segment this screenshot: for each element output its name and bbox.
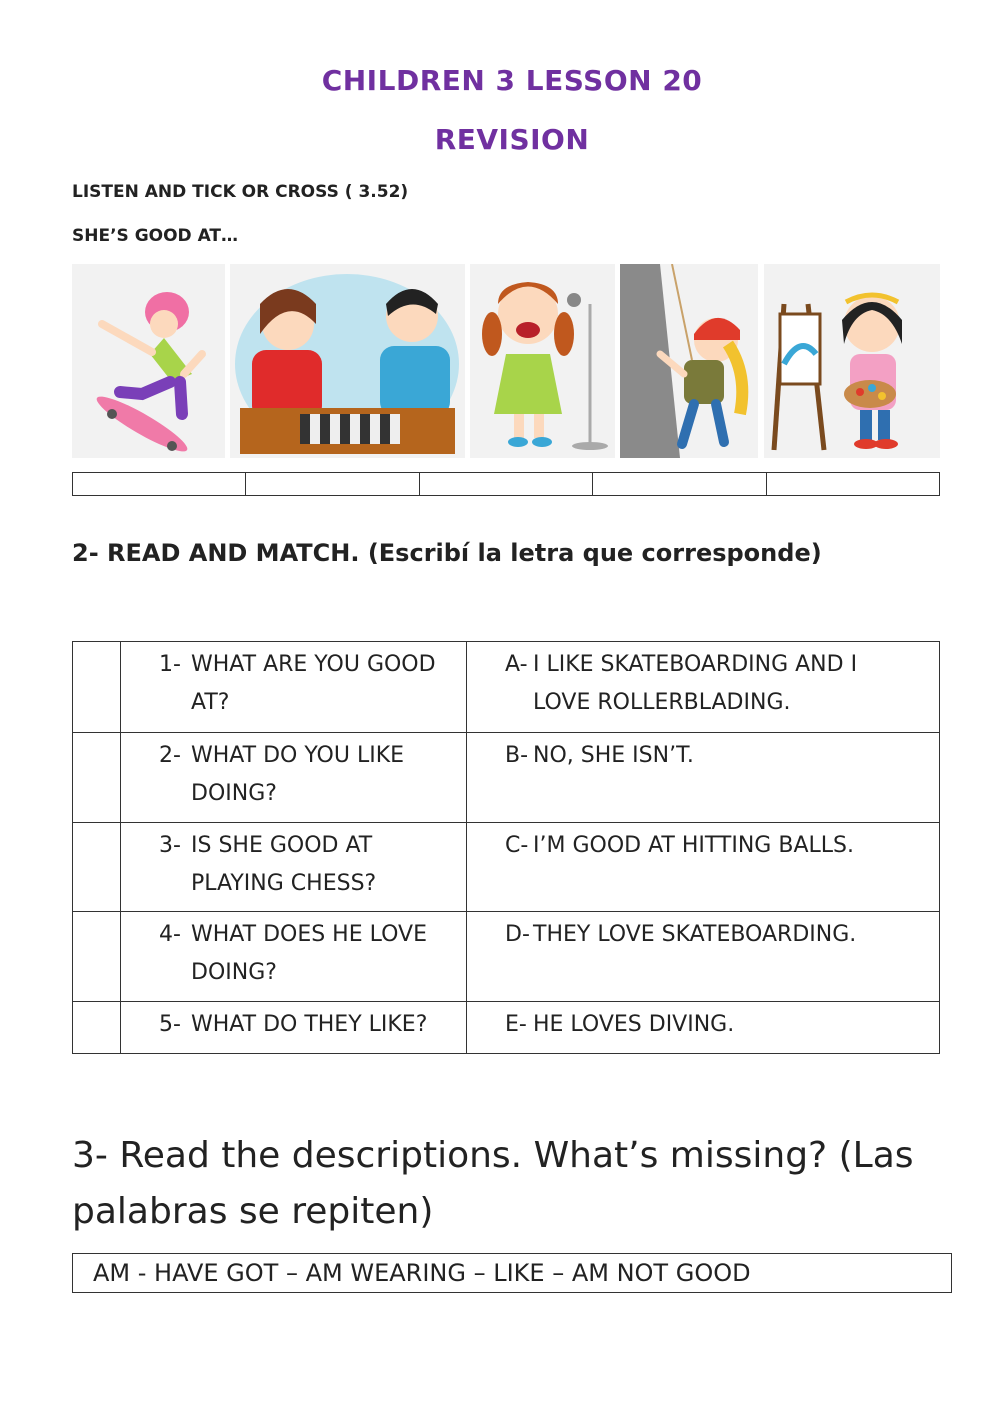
tick-box-3[interactable] <box>420 473 593 495</box>
question-cell: 5- WHAT DO THEY LIKE? <box>121 1002 467 1054</box>
table-row <box>73 642 940 733</box>
singing-girl-image <box>470 264 615 458</box>
answer-blank[interactable] <box>73 733 121 823</box>
good-at-prompt: SHE’S GOOD AT… <box>72 226 239 246</box>
tick-box-4[interactable] <box>593 473 766 495</box>
table-row <box>73 823 940 912</box>
question-cell: 1- WHAT ARE YOU GOOD AT? <box>121 642 467 733</box>
tick-box-2[interactable] <box>246 473 419 495</box>
worksheet-title: CHILDREN 3 LESSON 20 <box>321 64 703 97</box>
answer-cell: D- THEY LOVE SKATEBOARDING. <box>467 912 940 1002</box>
listen-instruction: LISTEN AND TICK OR CROSS ( 3.52) <box>72 182 409 202</box>
tick-box-5[interactable] <box>767 473 939 495</box>
descriptions-heading: 3- Read the descriptions. What’s missing? (Las palabras se repiten) <box>72 1135 914 1232</box>
word-bank: AM - HAVE GOT – AM WEARING – LIKE – AM NOT GOOD <box>72 1253 952 1293</box>
painting-girl-image <box>764 264 940 458</box>
question-cell: 2- WHAT DO YOU LIKE DOING? <box>121 733 467 823</box>
table-row <box>73 733 940 823</box>
tick-box-1[interactable] <box>73 473 246 495</box>
skateboarding-girl-image <box>72 264 225 458</box>
answer-blank[interactable] <box>73 912 121 1002</box>
table-row <box>73 912 940 1002</box>
worksheet-subtitle: REVISION <box>434 123 590 156</box>
answer-blank[interactable] <box>73 642 121 733</box>
match-table <box>72 641 940 1054</box>
answer-cell: C- I’M GOOD AT HITTING BALLS. <box>467 823 940 912</box>
tick-cross-answer-row <box>72 472 940 496</box>
question-cell: 4- WHAT DOES HE LOVE DOING? <box>121 912 467 1002</box>
answer-blank[interactable] <box>73 1002 121 1054</box>
answer-blank[interactable] <box>73 823 121 912</box>
answer-cell: B- NO, SHE ISN’T. <box>467 733 940 823</box>
answer-cell: A- I LIKE SKATEBOARDING AND I LOVE ROLLERBLADING. <box>467 642 940 733</box>
read-and-match-heading: 2- READ AND MATCH. (Escribí la letra que corresponde) <box>72 539 822 567</box>
question-cell: 3- IS SHE GOOD AT PLAYING CHESS? <box>121 823 467 912</box>
table-row <box>73 1002 940 1054</box>
answer-cell: E- HE LOVES DIVING. <box>467 1002 940 1054</box>
climbing-girl-image <box>620 264 758 458</box>
playing-chess-image <box>230 264 465 458</box>
